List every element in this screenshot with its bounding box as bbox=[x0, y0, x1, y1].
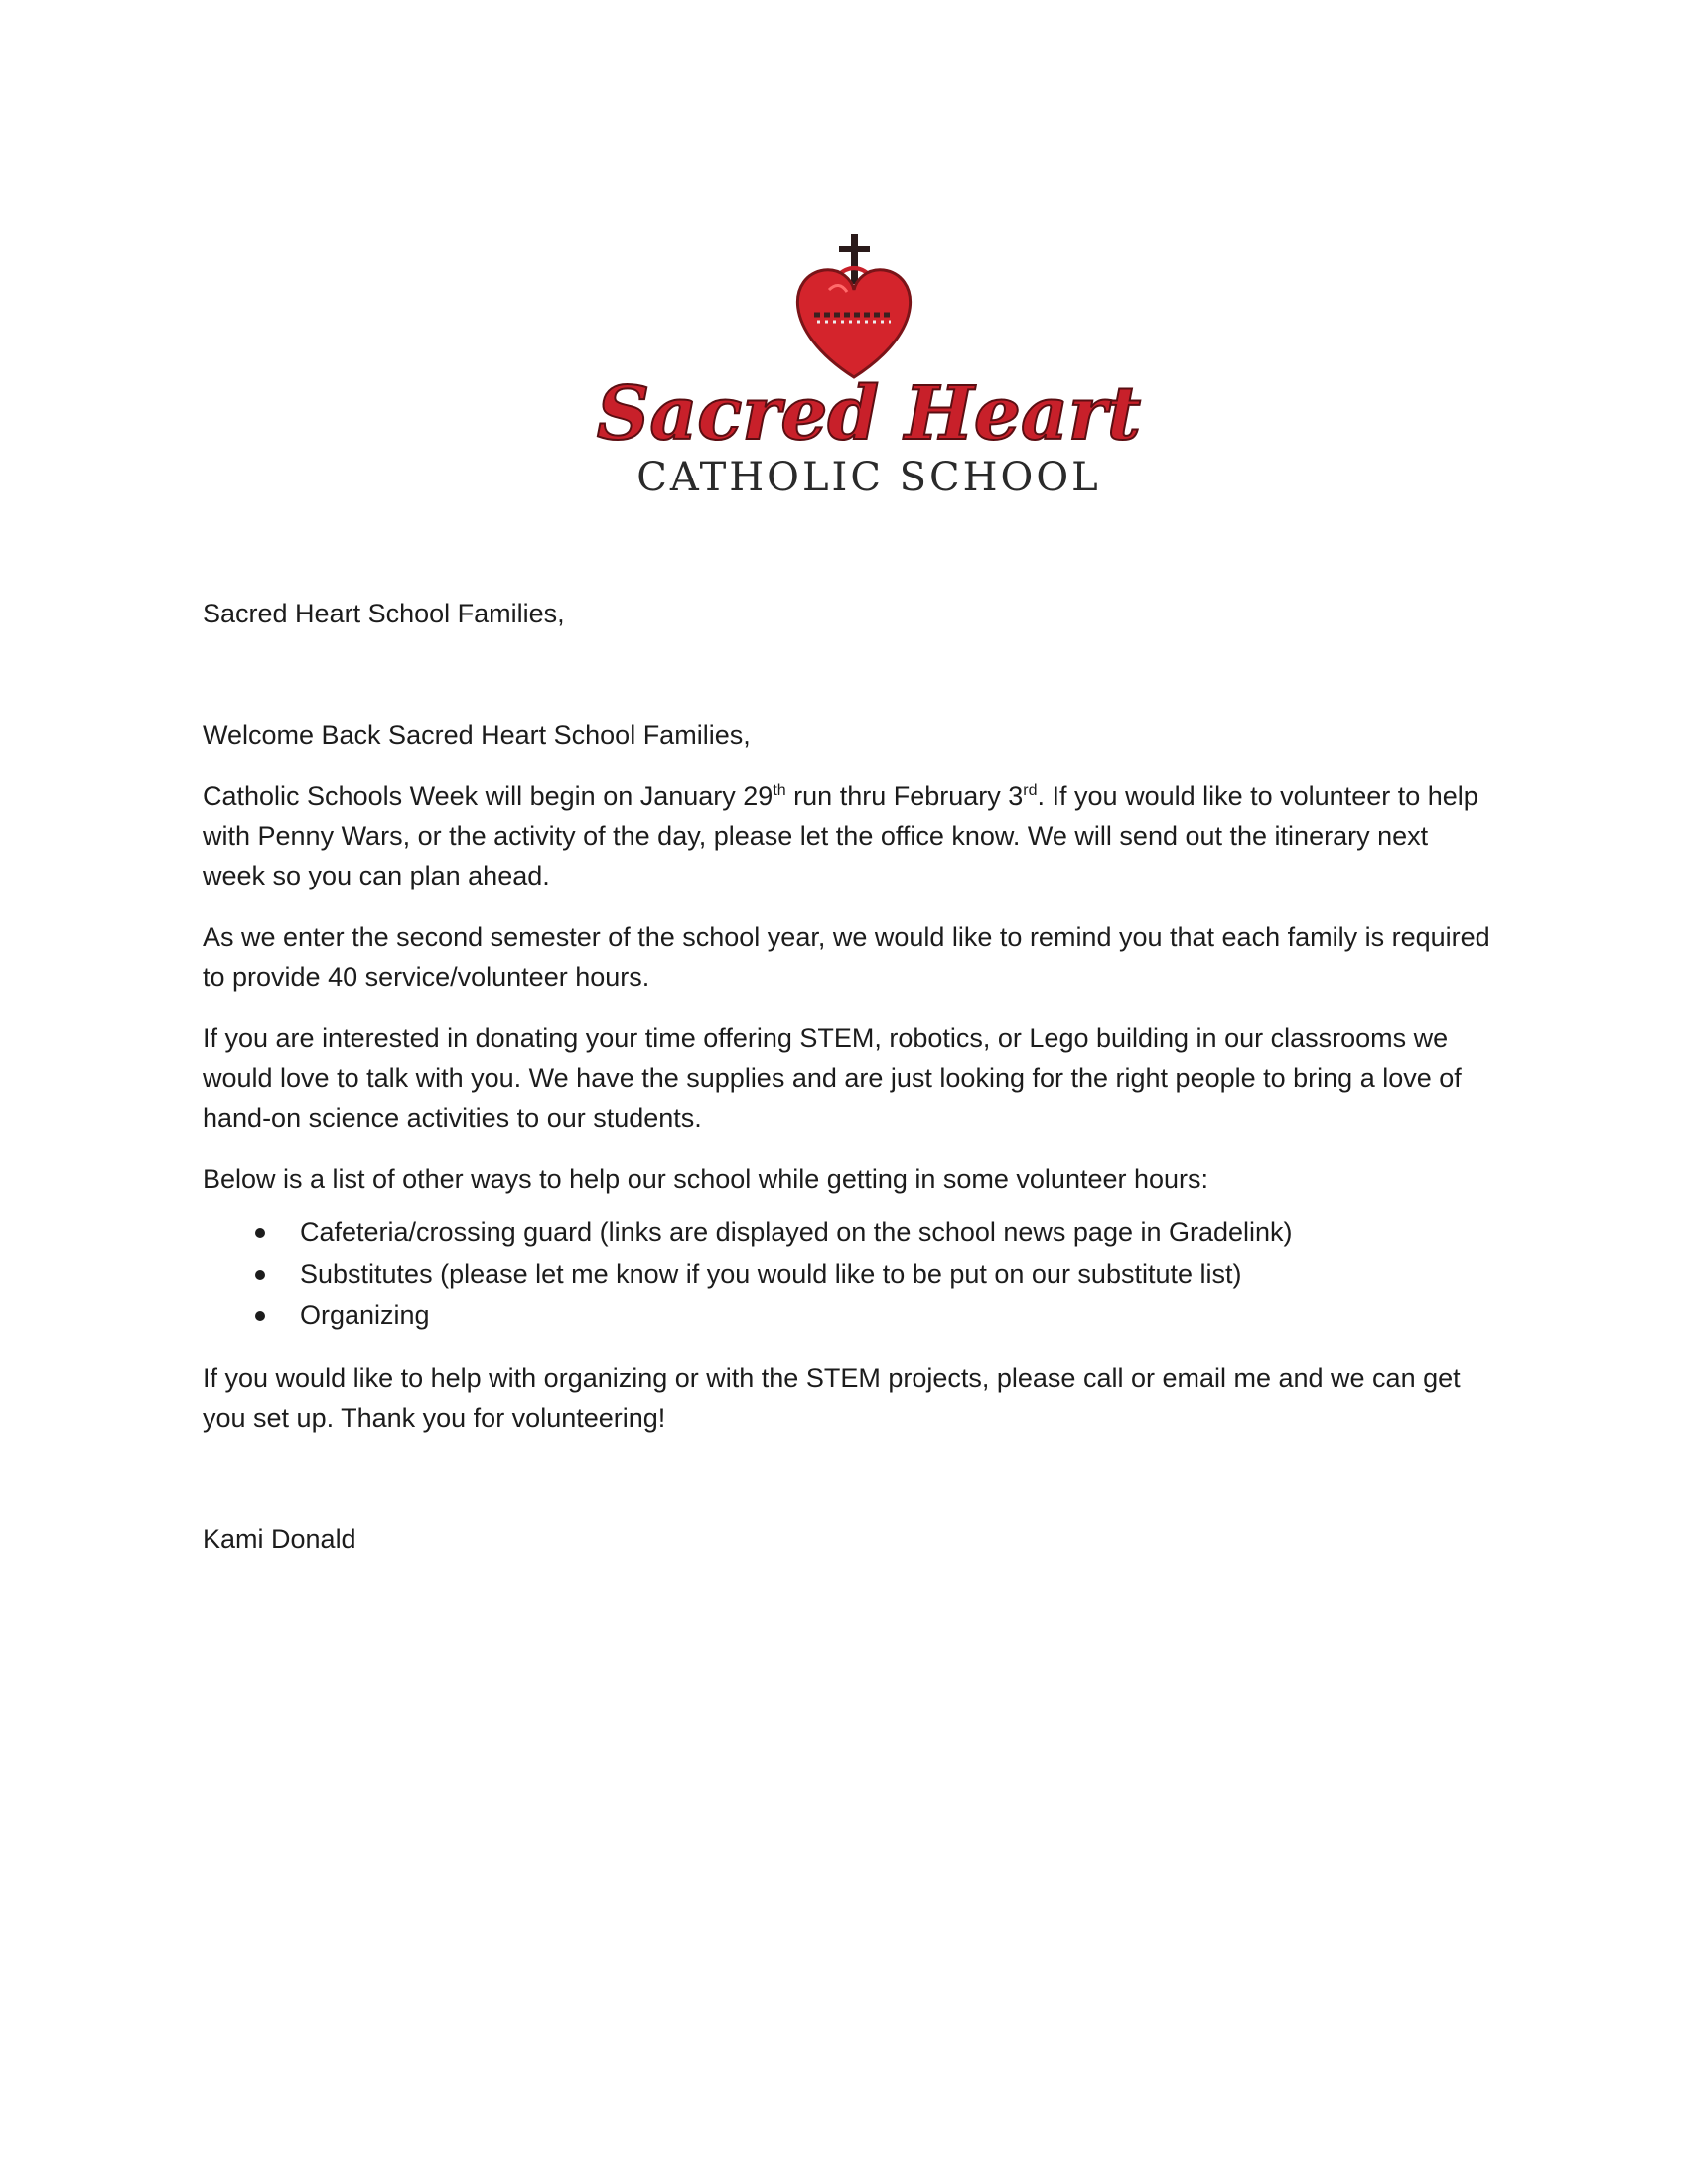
list-item bbox=[203, 1211, 1493, 1253]
paragraph-schools-week-part-c: . If you would like to volunteer to help with Penny Wars, or the activity of the day, please let the office know. We will send out the itinerary next week so you can plan ahead. bbox=[203, 781, 1478, 890]
paragraph-schools-week-part-b: run thru February 3 bbox=[785, 781, 1024, 811]
list-item bbox=[203, 1253, 1493, 1295]
volunteer-list bbox=[203, 1211, 1493, 1336]
paragraph-stem: If you are interested in donating your time offering STEM, robotics, or Lego building in our classrooms we would love to talk with you. We have the supplies and are just looking for the right people to bring a love of hand-on science activities to our students. bbox=[203, 1024, 1462, 1133]
logo-name-line: Sacred Heart bbox=[596, 371, 1142, 457]
paragraph-list-intro: Below is a list of other ways to help our school while getting in some volunteer hours: bbox=[203, 1164, 1209, 1194]
bullet-icon bbox=[255, 1228, 265, 1238]
salutation: Sacred Heart School Families, bbox=[203, 599, 565, 628]
bullet-icon bbox=[255, 1311, 265, 1321]
signature-name: Kami Donald bbox=[203, 1524, 356, 1554]
letter-body bbox=[203, 594, 1493, 1559]
heart-icon bbox=[797, 270, 910, 377]
paragraph-service-hours: As we enter the second semester of the school year, we would like to remind you that each family is required to provide 40 service/volunteer hours. bbox=[203, 922, 1490, 992]
welcome-line: Welcome Back Sacred Heart School Families, bbox=[203, 720, 751, 750]
paragraph-closing: If you would like to help with organizing or with the STEM projects, please call or email me and we can get you set up. Thank you for volunteering! bbox=[203, 1363, 1461, 1433]
paragraph-schools-week-part-a: Catholic Schools Week will begin on January 29 bbox=[203, 781, 774, 811]
list-item-text: Cafeteria/crossing guard (links are displayed on the school news page in Gradelink) bbox=[300, 1217, 1293, 1247]
list-item-text: Substitutes (please let me know if you would like to be put on our substitute list) bbox=[300, 1259, 1242, 1289]
school-logo bbox=[571, 230, 1167, 498]
logo-subtitle: CATHOLIC SCHOOL bbox=[636, 455, 1101, 498]
paragraph-schools-week bbox=[203, 776, 1493, 895]
bullet-icon bbox=[255, 1270, 265, 1280]
list-item-text: Organizing bbox=[300, 1300, 430, 1330]
ordinal-suffix: th bbox=[773, 782, 786, 799]
list-item bbox=[203, 1295, 1493, 1336]
ordinal-suffix: rd bbox=[1023, 782, 1038, 799]
